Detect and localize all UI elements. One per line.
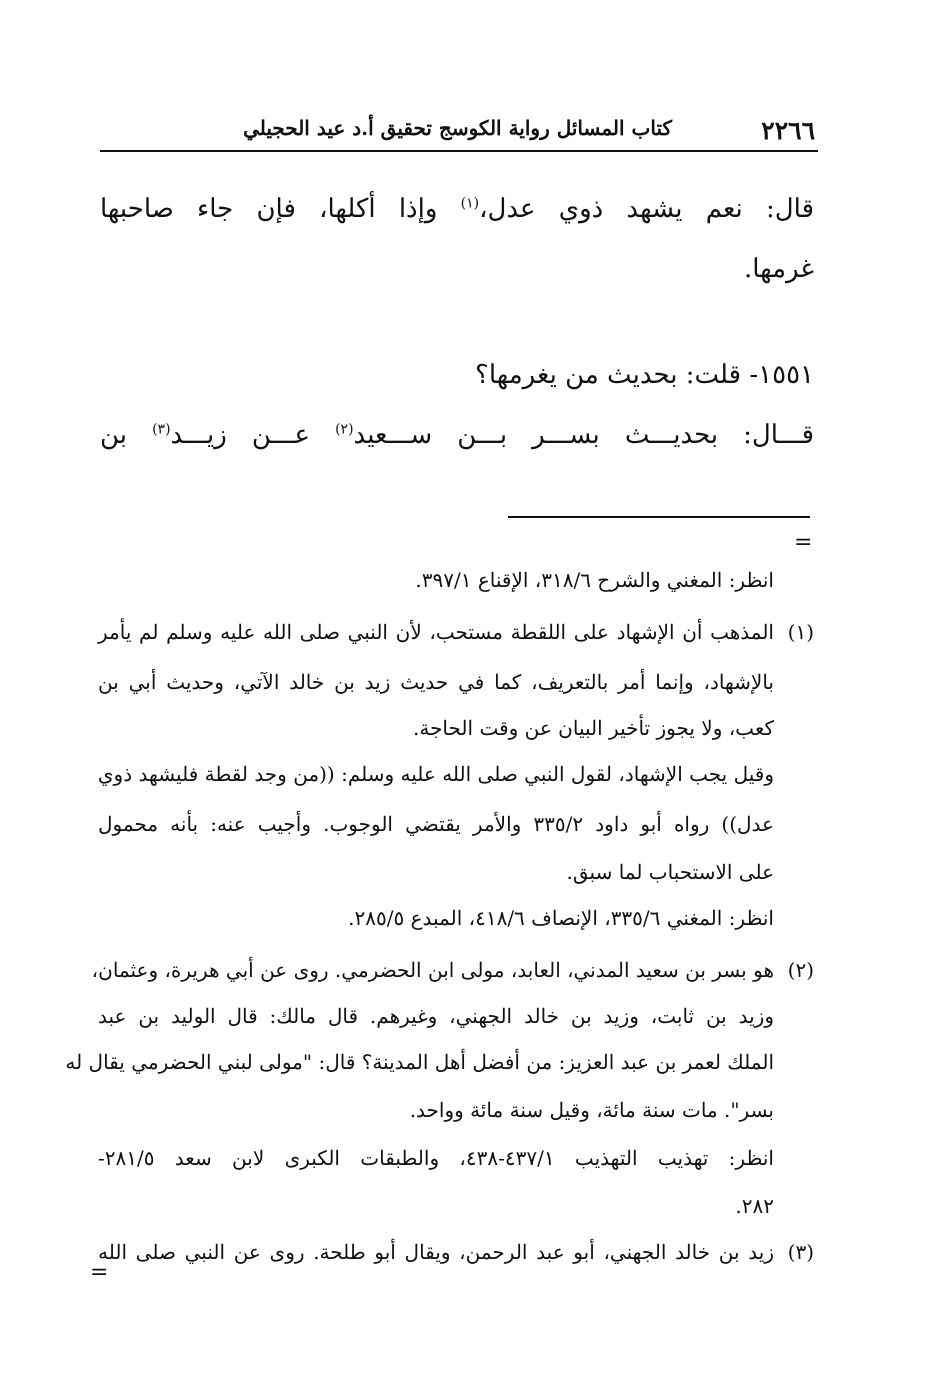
footnote-1-line: على الاستحباب لما سبق. [566,860,774,884]
footnote-continued-ref: انظر: المغني والشرح ٣١٨/٦، الإقناع ٣٩٧/١. [415,568,774,592]
body-text: عـــن زيـــد [170,420,336,450]
footnote-ref-1: (١) [460,195,480,212]
footnote-2-line: وزيد بن ثابت، وزيد بن خالد الجهني، وغيرهم. قال مالك: قال الوليد بن عبد [98,1004,774,1028]
body-text: وإذا أكلها، فإن جاء صاحبها [100,194,461,224]
footnote-2-number: (٢) [787,958,814,982]
continuation-mark-bottom: = [90,1260,109,1285]
footnote-3-number: (٣) [787,1240,814,1264]
footnote-1-reference: انظر: المغني ٣٣٥/٦، الإنصاف ٤١٨/٦، المبدع ٢٨٥/٥. [348,906,774,930]
footnote-ref-3: (٣) [152,421,171,438]
question-line: ١٥٥١- قلت: بحديث من يغرمها؟ [475,360,814,390]
footnote-2-line: بسر". مات سنة مائة، وقيل سنة مائة وواحد. [409,1098,774,1122]
page-number: ٢٢٦٦ [761,116,815,145]
footnote-1-line: عدل)) رواه أبو داود ٣٣٥/٢ والأمر يقتضي الوجوب. وأجيب عنه: بأنه محمول [98,812,774,836]
body-text: قال: نعم يشهد ذوي عدل، [479,194,814,224]
answer-line [100,420,814,450]
continuation-mark-top: = [794,530,813,555]
body-text: بن [100,420,153,450]
footnote-1-number: (١) [787,620,814,644]
footnote-2-reference: انظر: تهذيب التهذيب ٤٣٧/١-٤٣٨، والطبقات الكبرى لابن سعد ٢٨١/٥- [98,1146,774,1170]
footnote-1-line: وقيل يجب الإشهاد، لقول النبي صلى الله عليه وسلم: ((من وجد لقطة فليشهد ذوي [97,762,774,786]
footnote-2-reference: ٢٨٢. [735,1194,774,1218]
footnote-3-line: زيد بن خالد الجهني، أبو عبد الرحمن، ويقال أبو طلحة. روى عن النبي صلى الله [98,1240,774,1264]
footnote-ref-2: (٢) [335,421,354,438]
footnote-1-line: المذهب أن الإشهاد على اللقطة مستحب، لأن النبي صلى الله عليه وسلم لم يأمر [98,620,774,644]
footnote-2-line: الملك لعمر بن عبد العزيز: من أفضل أهل المدينة؟ قال: "مولى لبني الحضرمي يقال له [65,1050,774,1074]
footnote-1-line: كعب، ولا يجوز تأخير البيان عن وقت الحاجة. [412,716,774,740]
body-line-1 [100,194,814,224]
header-rule [100,150,818,152]
footnote-1-line: بالإشهاد، وإنما أمر بالتعريف، كما في حديث زيد بن خالد الآتي، وحديث أبي بن [98,670,774,694]
body-text: قـــال: بحديـــث بســـر بـــن ســـعيد [353,420,815,450]
body-line-2: غرمها. [743,254,814,284]
footnote-separator [508,516,810,518]
footnote-2-line: هو بسر بن سعيد المدني، العابد، مولى ابن الحضرمي. روى عن أبي هريرة، وعثمان، [91,958,774,982]
running-title: كتاب المسائل رواية الكوسج تحقيق أ.د عيد الحجيلي [243,116,672,140]
